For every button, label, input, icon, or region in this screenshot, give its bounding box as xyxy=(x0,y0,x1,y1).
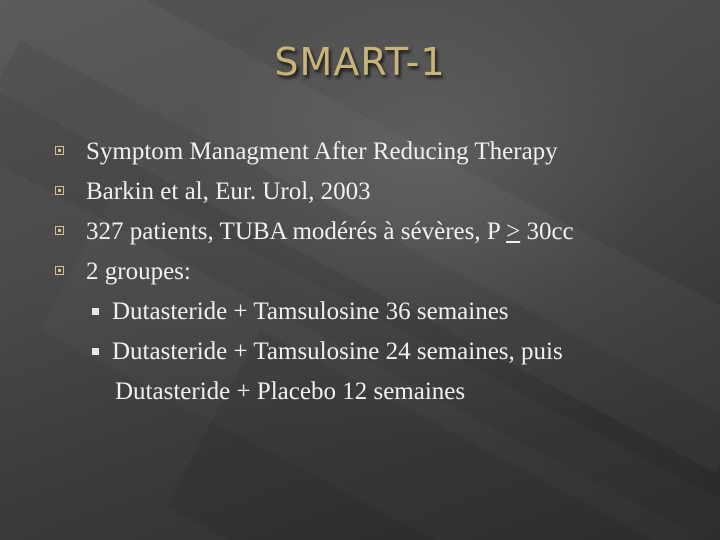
bullet-item xyxy=(52,212,702,252)
sub-bullet-text: Dutasteride + Tamsulosine 36 semaines xyxy=(112,298,509,325)
continuation-text: Dutasteride + Placebo 12 semaines xyxy=(115,378,466,405)
square-bullet-icon xyxy=(55,226,64,235)
square-bullet-icon xyxy=(55,186,64,195)
greater-than-symbol: > xyxy=(506,218,521,245)
square-bullet-icon xyxy=(55,266,64,275)
bullet-text: 2 groupes: xyxy=(86,258,191,285)
bullet-text-part: 30cc xyxy=(520,218,574,245)
bullet-text: Symptom Managment After Reducing Therapy xyxy=(86,138,558,165)
bullet-text: Barkin et al, Eur. Urol, 2003 xyxy=(86,178,371,205)
bullet-item xyxy=(52,252,702,292)
bullet-text xyxy=(86,218,574,245)
continuation-line xyxy=(52,372,702,412)
bullet-item xyxy=(52,132,702,172)
bullet-list xyxy=(52,132,702,412)
slide-title: SMART-1 xyxy=(274,40,446,84)
sub-bullet-text: Dutasteride + Tamsulosine 24 semaines, puis xyxy=(112,338,563,365)
filled-square-bullet-icon xyxy=(92,308,99,315)
bullet-text-part: 327 patients, TUBA modérés à sévères, P xyxy=(86,218,507,245)
sub-bullet-item xyxy=(52,292,702,332)
square-bullet-icon xyxy=(55,146,64,155)
filled-square-bullet-icon xyxy=(92,348,99,355)
sub-bullet-item xyxy=(52,332,702,372)
bullet-item xyxy=(52,172,702,212)
